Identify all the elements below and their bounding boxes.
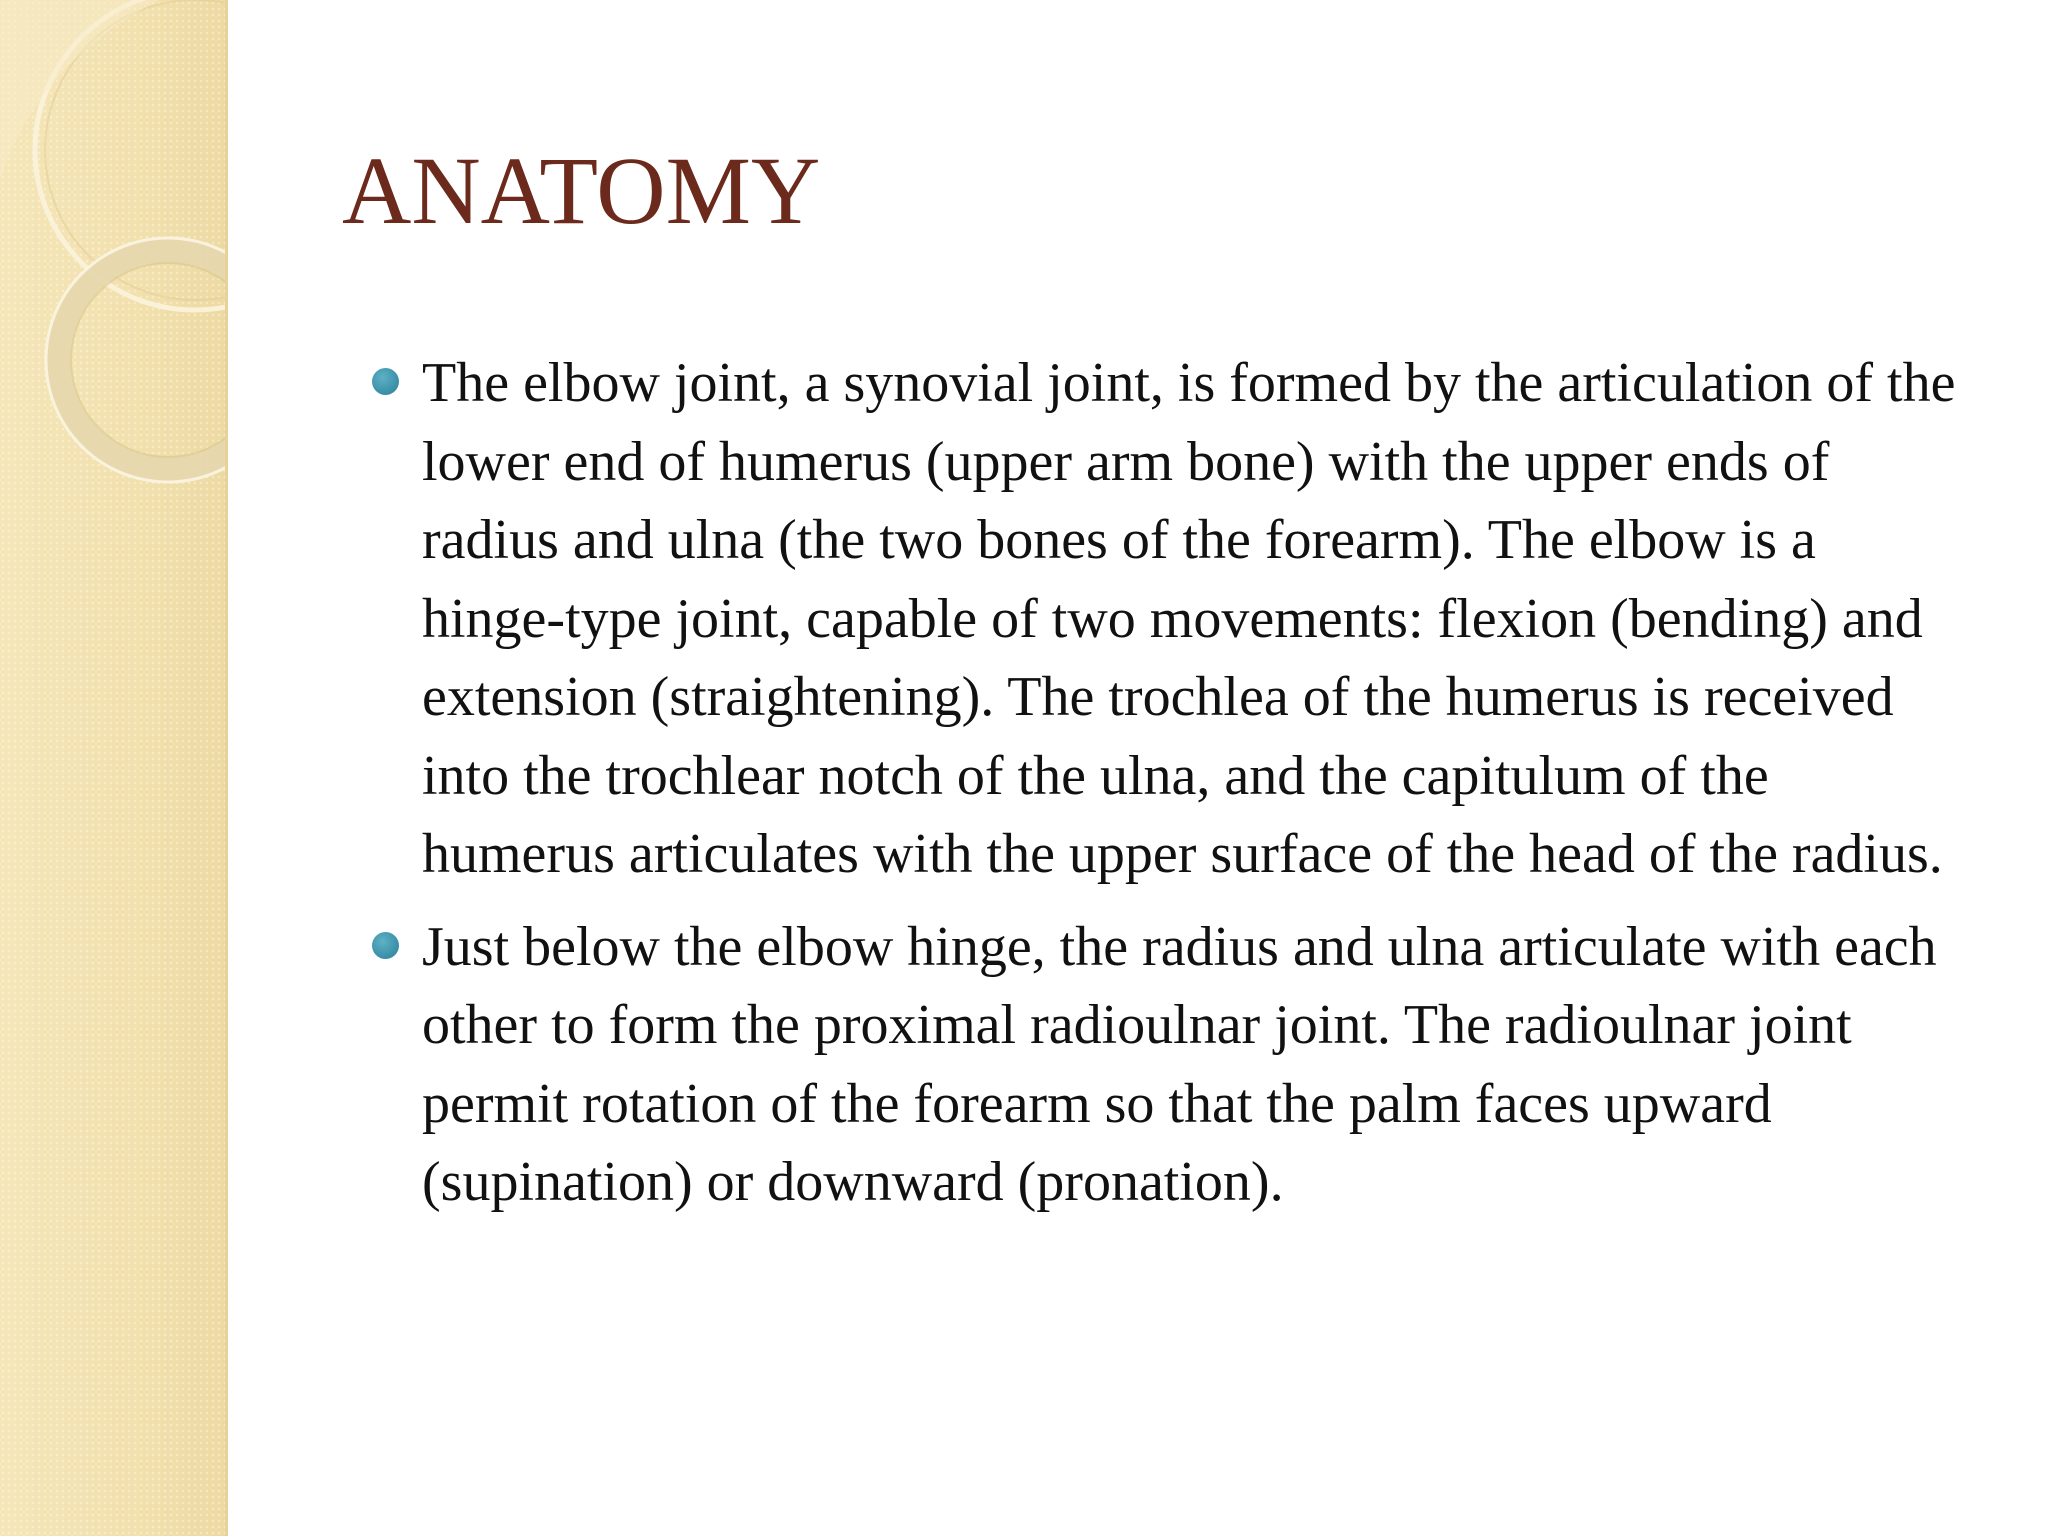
- decorative-side-panel: [0, 0, 228, 1536]
- bullet-dot-icon: [372, 932, 399, 959]
- bullet-item: [372, 344, 1972, 894]
- bullet-list: [372, 344, 1972, 1236]
- bullet-text: The elbow joint, a synovial joint, is formed by the articulation of the lower end of humerus (upper arm bone) with the upper ends of radius and ulna (the two bones of the forearm). The elbow is a hinge-type joint, capable of two movements: flexion (bending) and extension (straightening). The trochlea of the humerus is received into the trochlear notch of the ulna, and the capitulum of the humerus articulates with the upper surface of the head of the radius.: [422, 352, 1956, 885]
- bullet-text: Just below the elbow hinge, the radius and ulna articulate with each other to form the proximal radioulnar joint. The radioulnar joint permit rotation of the forearm so that the palm faces upward (supination) or downward (pronation).: [422, 915, 1937, 1213]
- decorative-rings-icon: [0, 0, 228, 1536]
- bullet-item: [372, 908, 1972, 1222]
- bullet-dot-icon: [372, 368, 399, 395]
- slide-title: ANATOMY: [342, 137, 821, 244]
